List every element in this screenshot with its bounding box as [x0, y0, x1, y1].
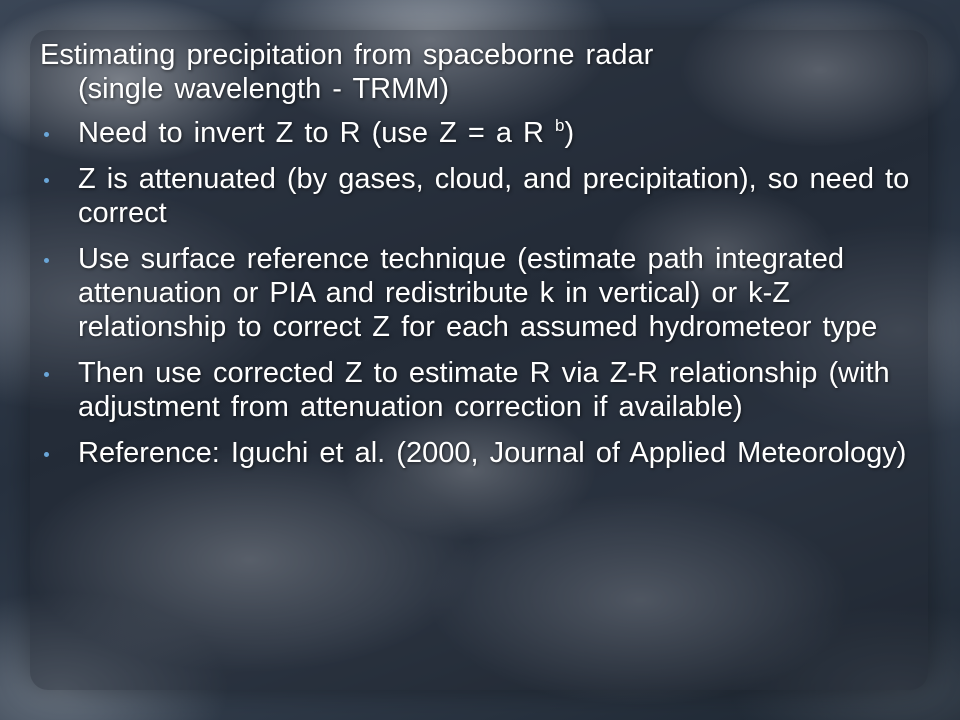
bullet-dot-icon — [44, 452, 49, 457]
bullet-item — [40, 116, 910, 150]
bullet-dot-icon — [44, 132, 49, 137]
bullet-text: Need to invert Z to R (use Z = a R — [78, 117, 556, 149]
slide-title — [40, 38, 910, 106]
title-line-1: Estimating precipitation from spaceborne radar — [40, 39, 654, 71]
bullet-text: Use surface reference technique (estimate path integrated attenuation or PIA and redistribute k in vertical) or k-Z relationship to correct Z for each assumed hydrometeor type — [78, 243, 878, 343]
bullet-item — [40, 162, 910, 230]
bullet-dot-icon — [44, 178, 49, 183]
bullet-item — [40, 242, 910, 344]
bullet-text-end: ) — [564, 117, 575, 149]
bullet-text: Then use corrected Z to estimate R via Z-R relationship (with adjustment from attenuation correction if available) — [78, 357, 890, 423]
bullet-text: Z is attenuated (by gases, cloud, and precipitation), so need to correct — [78, 163, 910, 229]
bullet-item — [40, 356, 910, 424]
slide-content — [40, 38, 910, 482]
bullet-superscript: b — [555, 116, 565, 135]
bullet-list — [40, 116, 910, 470]
bullet-item — [40, 436, 910, 470]
title-line-2: (single wavelength - TRMM) — [78, 73, 450, 105]
bullet-dot-icon — [44, 372, 49, 377]
bullet-dot-icon — [44, 258, 49, 263]
bullet-text: Reference: Iguchi et al. (2000, Journal of Applied Meteorology) — [78, 437, 907, 469]
